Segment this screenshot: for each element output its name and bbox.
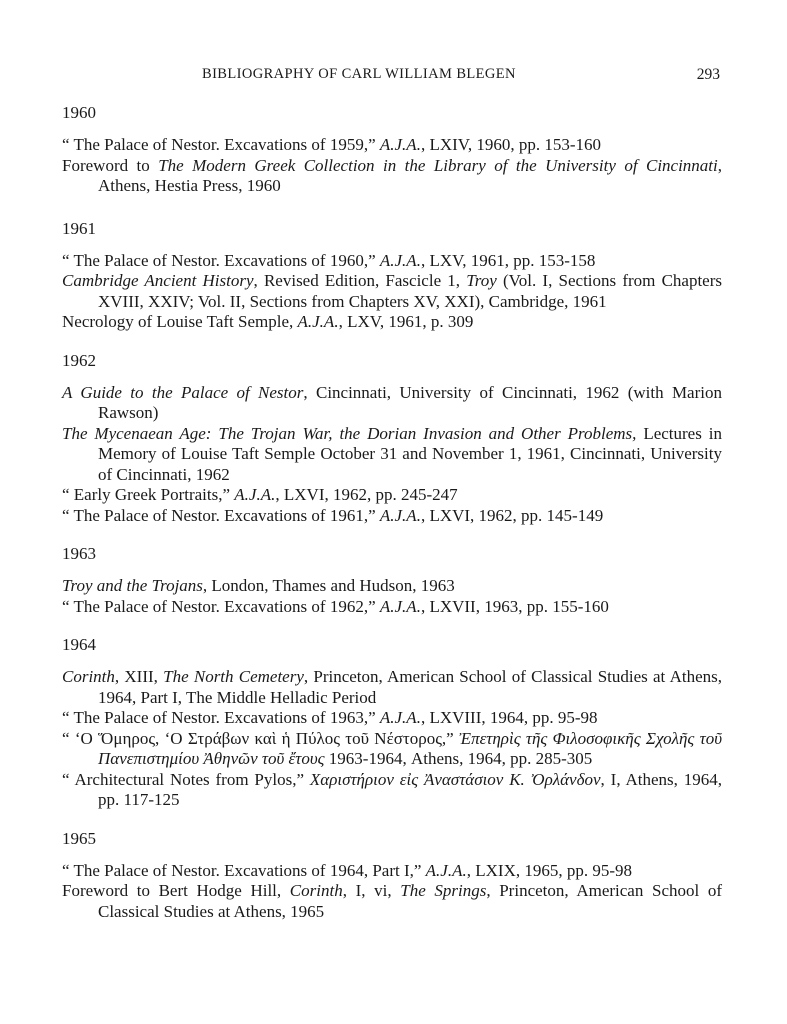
year-heading: 1965 (62, 828, 96, 848)
bibliography-entry (62, 135, 722, 156)
entry-text: “ Early Greek Portraits,” (62, 485, 235, 504)
entry-text: “ The Palace of Nestor. Excavations of 1961,” (62, 505, 380, 525)
entry-text: “ The Palace of Nestor. Excavations of 1963,” (62, 708, 380, 727)
bibliography-entry (62, 271, 722, 312)
bibliography-entry (62, 667, 722, 708)
entry-text: , London, Thames and Hudson, 1963 (202, 576, 455, 595)
bibliography-entry (62, 597, 722, 618)
entry-text: “ ‘Ο Ὅμηρος, ‘Ο Στράβων καὶ ἡ Πύλος τοῦ Νέστορος,” (62, 728, 460, 748)
entry-title-italic: Corinth (289, 881, 343, 900)
entry-title-italic: A.J.A. (379, 708, 421, 727)
entry-text: Lectures in Memory of Louise Taft Semple October 31 and November 1, 1961, Cincinnati, University of Cincinnati, 1962 (98, 423, 722, 484)
entry-text: , Princeton, American School of Classical Studies at Athens, 1965 (98, 881, 723, 921)
bibliography-entry (62, 770, 722, 811)
entry-title-italic: A.J.A. (297, 312, 339, 331)
entry-title-italic: A.J.A. (425, 860, 467, 880)
bibliography-entry (62, 708, 722, 729)
bibliography-entry (62, 312, 722, 333)
entry-text: , LXVI, 1962, pp. 145-149 (420, 505, 604, 525)
entry-title-italic: The Modern Greek Collection in the Library of the University of Cincinnati (158, 155, 718, 175)
entry-text: , LXIX, 1965, pp. 95-98 (466, 860, 633, 880)
bibliography-entry (62, 383, 722, 424)
bibliography-entry (62, 881, 722, 922)
entry-title-italic: A.J.A. (379, 250, 421, 270)
entry-text: , XIII, (114, 667, 164, 686)
bibliography-entry (62, 506, 722, 527)
year-heading: 1962 (62, 350, 96, 370)
bibliography-entry (62, 424, 722, 486)
bibliography-entry (62, 156, 722, 197)
page-header (62, 66, 722, 88)
entry-text: , Princeton, American School of Classical Studies at Athens, 1964, Part I, The Middle Helladic Period (98, 667, 722, 707)
bibliography-entry (62, 861, 722, 882)
entry-title-italic: A.J.A. (379, 596, 421, 616)
year-heading: 1960 (62, 103, 96, 122)
entry-text: , Revised Edition, Fascicle 1, (253, 271, 467, 290)
entry-text: , LXV, 1961, p. 309 (338, 312, 474, 331)
entry-text: , LXV, 1961, pp. 153-158 (420, 250, 596, 270)
year-section (62, 829, 722, 923)
entry-title-italic: Troy and the Trojans (62, 576, 203, 595)
entry-text: (Vol. I, Sections from Chapters XVIII, XXIV; Vol. II, Sections from Chapters XV, XXI), Cambridge, 1961 (98, 271, 722, 311)
page-number: 293 (696, 66, 720, 83)
entry-title-italic: A.J.A. (234, 485, 276, 504)
bibliography-list (62, 103, 722, 940)
entry-text: Foreword to (62, 155, 159, 175)
entry-text: , I, Athens, 1964, pp. 117-125 (98, 769, 723, 809)
entry-title-italic: The Mycenaean Age: The Trojan War, the Dorian Invasion and Other Problems, (62, 423, 637, 443)
entry-text: “ The Palace of Nestor. Excavations of 1960,” (62, 250, 380, 270)
bibliography-entry (62, 485, 722, 506)
entry-text: , LXVII, 1963, pp. 155-160 (420, 596, 609, 616)
running-title: BIBLIOGRAPHY OF CARL WILLIAM BLEGEN (202, 66, 516, 82)
entry-text: Necrology of Louise Taft Semple, (62, 312, 298, 331)
year-section (62, 635, 722, 811)
entry-title-italic: The Springs (400, 881, 487, 900)
entry-text: “ The Palace of Nestor. Excavations of 1964, Part I,” (62, 860, 426, 880)
entry-title-italic: A Guide to the Palace of Nestor (62, 382, 304, 402)
entry-text: , LXIV, 1960, pp. 153-160 (420, 135, 602, 154)
entry-title-italic: Ἐπετηρὶς τῆς Φιλοσοφικῆς Σχολῆς τοῦ Πανεπιστημίου Ἀθηνῶν τοῦ ἔτους (98, 728, 722, 768)
year-section (62, 351, 722, 527)
year-heading: 1961 (62, 218, 96, 238)
bibliography-entry (62, 576, 722, 597)
entry-text: 1963-1964, Athens, 1964, pp. 285-305 (324, 749, 593, 768)
entry-text: “ The Palace of Nestor. Excavations of 1959,” (62, 135, 380, 154)
entry-title-italic: Cambridge Ancient History (62, 271, 254, 290)
entry-title-italic: A.J.A. (379, 135, 421, 154)
bibliography-entry (62, 729, 722, 770)
entry-title-italic: A.J.A. (379, 505, 421, 525)
year-section (62, 103, 722, 197)
year-section (62, 219, 722, 333)
entry-text: , LXVIII, 1964, pp. 95-98 (420, 708, 598, 727)
entry-title-italic: The North Cemetery (163, 667, 304, 686)
year-section (62, 544, 722, 617)
entry-text: , LXVI, 1962, pp. 245-247 (275, 485, 458, 504)
year-heading: 1964 (62, 635, 96, 654)
entry-text: , I, vi, (342, 881, 401, 900)
entry-title-italic: Corinth (62, 667, 115, 686)
entry-text: “ The Palace of Nestor. Excavations of 1962,” (62, 596, 380, 616)
entry-text: “ Architectural Notes from Pylos,” (62, 769, 310, 789)
year-heading: 1963 (62, 544, 96, 563)
entry-title-italic: Troy (466, 271, 497, 290)
bibliography-entry (62, 251, 722, 272)
entry-text: , Cincinnati, University of Cincinnati, 1962 (with Marion Rawson) (98, 382, 722, 422)
entry-text: Foreword to Bert Hodge Hill, (62, 881, 290, 900)
entry-text: , Athens, Hestia Press, 1960 (98, 155, 723, 195)
entry-title-italic: Χαριστήριον εἰς Ἀναστάσιον Κ. Ὀρλάνδον (309, 769, 601, 789)
